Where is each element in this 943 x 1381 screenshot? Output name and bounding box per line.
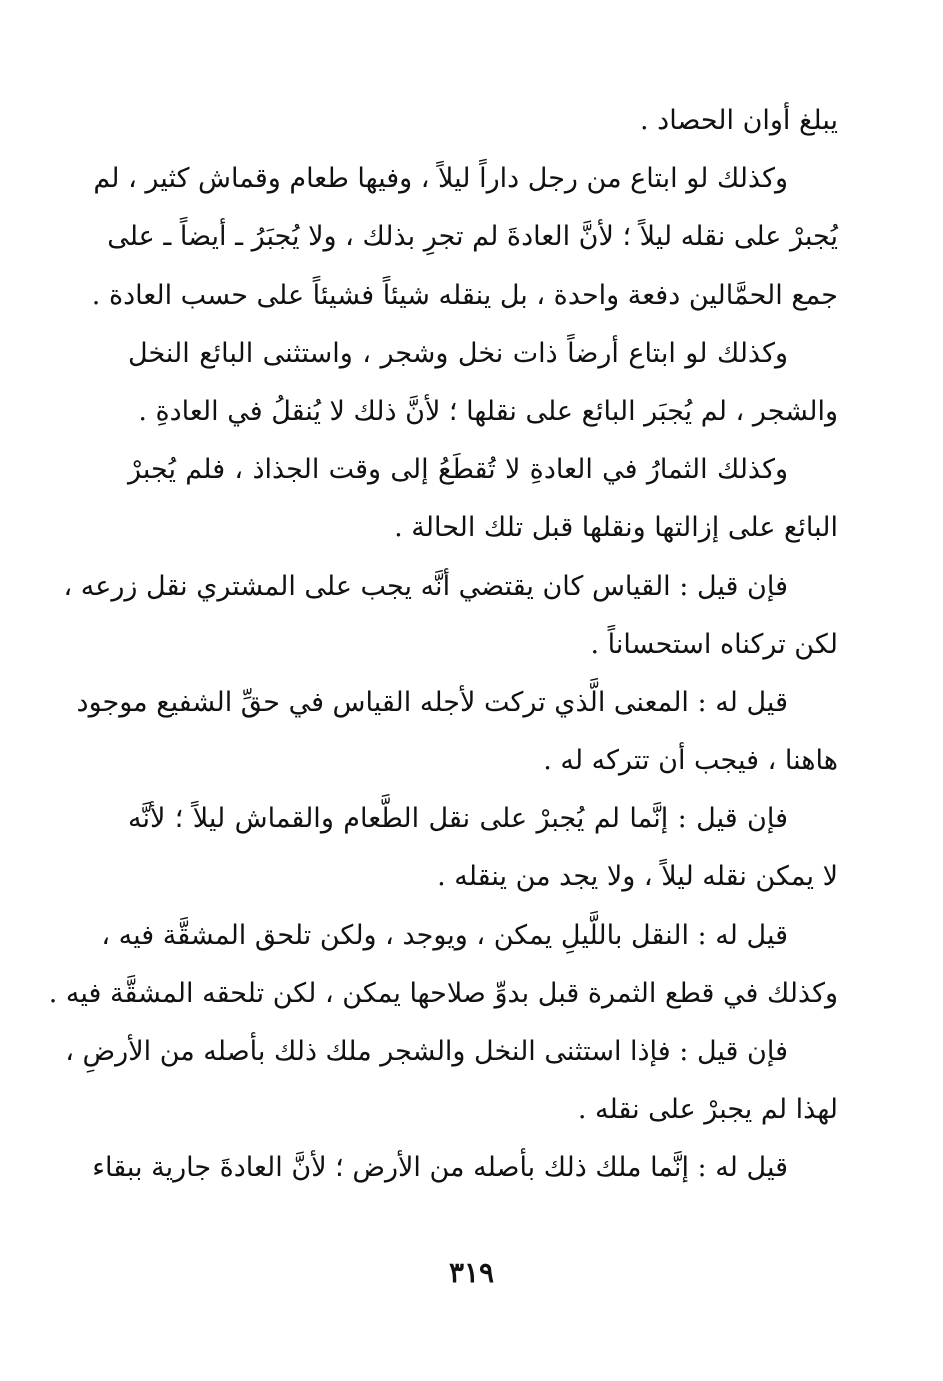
text-line: جمع الحمَّالين دفعة واحدة ، بل ينقله شيئاً فشيئاً على حسب العادة . xyxy=(91,279,838,311)
text-line: والشجر ، لم يُجبَر البائع على نقلها ؛ لأنَّ ذلك لا يُنقلُ في العادةِ . xyxy=(138,395,838,427)
text-line: قيل له : المعنى الَّذي تركت لأجله القياس في حقِّ الشفيع موجود xyxy=(76,686,788,718)
text-line: لا يمكن نقله ليلاً ، ولا يجد من ينقله . xyxy=(437,861,838,893)
text-line: لهذا لم يجبرْ على نقله . xyxy=(577,1094,838,1126)
body-text xyxy=(48,92,838,1198)
text-line: لكن تركناه استحساناً . xyxy=(590,628,838,660)
text-line: وكذلك الثمارُ في العادةِ لا تُقطَعُ إلى وقت الجذاذ ، فلم يُجبرْ xyxy=(128,454,788,486)
text-line: يبلغ أوان الحصاد . xyxy=(640,105,838,136)
text-line: يُجبرْ على نقله ليلاً ؛ لأنَّ العادةَ لم تجرِ بذلك ، ولا يُجبَرُ ـ أيضاً ـ على xyxy=(107,221,838,253)
text-line: وكذلك في قطع الثمرة قبل بدوِّ صلاحها يمكن ، لكن تلحقه المشقَّة فيه . xyxy=(48,977,838,1009)
text-line: فإن قيل : القياس كان يقتضي أنَّه يجب على المشتري نقل زرعه ، xyxy=(63,570,788,602)
text-line: البائع على إزالتها ونقلها قبل تلك الحالة . xyxy=(394,512,838,544)
text-line: هاهنا ، فيجب أن تتركه له . xyxy=(543,745,838,777)
page-number: ٣١٩ xyxy=(448,1256,495,1289)
text-line: فإن قيل : فإذا استثنى النخل والشجر ملك ذلك بأصله من الأرضِ ، xyxy=(65,1036,788,1067)
text-line: وكذلك لو ابتاع من رجل داراً ليلاً ، وفيها طعام وقماش كثير ، لم xyxy=(93,163,788,195)
text-line: وكذلك لو ابتاع أرضاً ذات نخل وشجر ، واستثنى البائع النخل xyxy=(128,337,788,369)
text-line: فإن قيل : إنَّما لم يُجبرْ على نقل الطَّعام والقماش ليلاً ؛ لأنَّه xyxy=(128,803,788,835)
text-line: قيل له : النقل باللَّيلِ يمكن ، ويوجد ، ولكن تلحق المشقَّة فيه ، xyxy=(101,919,788,951)
text-line: قيل له : إنَّما ملك ذلك بأصله من الأرض ؛ لأنَّ العادةَ جارية ببقاء xyxy=(92,1152,788,1184)
